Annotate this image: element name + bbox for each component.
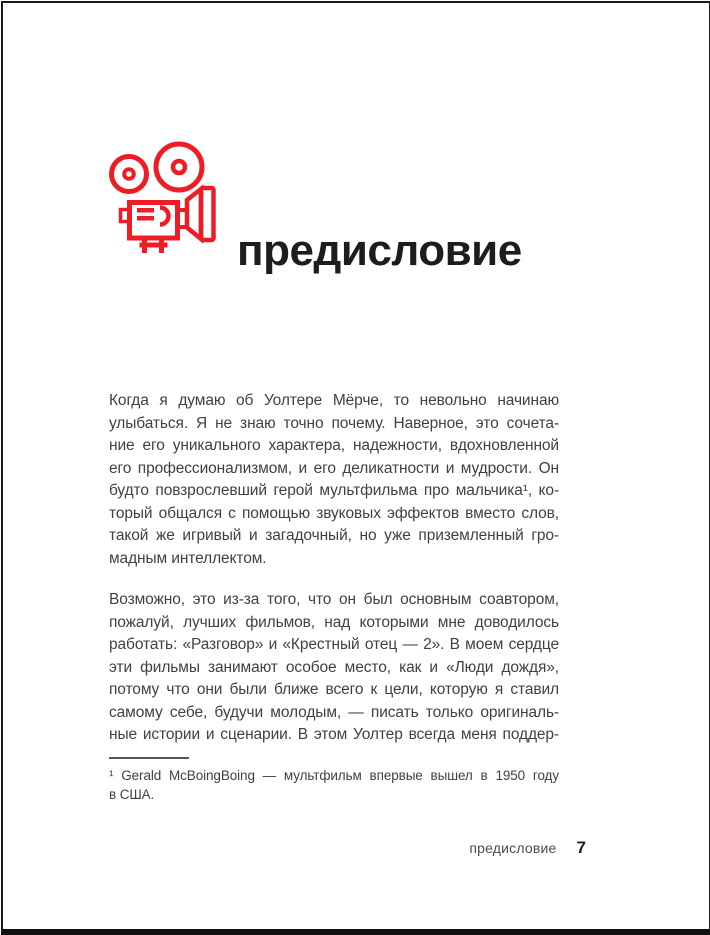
camera-side-tab <box>121 210 130 222</box>
text-line: эти фильмы занимают особое место, как и «Люди дождя», <box>109 658 559 676</box>
footnote-separator <box>109 757 189 759</box>
paragraph <box>109 589 559 747</box>
text-line: Возможно, это из-за того, что он был основным соавтором, <box>109 591 559 608</box>
movie-camera-icon <box>96 136 221 261</box>
text-line: его профессионализмом, и его деликатности и мудрости. Он <box>109 459 559 477</box>
running-title: предисловие <box>469 840 557 856</box>
book-page <box>1 1 710 935</box>
text-line: работать: «Разговор» и «Крестный отец — 2». В моем сердце <box>109 636 559 653</box>
text-line: такой же игривый и загадочный, но уже приземленный гро- <box>109 527 559 544</box>
text-line: мадным интеллектом. <box>109 549 267 567</box>
text-line: пожалуй, лучших фильмов, над которыми мне доводилось <box>109 613 559 631</box>
stand-bar <box>140 243 168 248</box>
reel-right <box>156 144 202 190</box>
text-line: ¹ Gerald McBoingBoing — мультфильм впервые вышел в 1950 году <box>109 767 559 783</box>
footnote <box>109 766 559 804</box>
text-line: самому себе, будучи молодым, — писать только оригиналь- <box>109 703 559 721</box>
page-footer <box>469 838 586 858</box>
reel-left-hub <box>124 169 134 179</box>
reel-left <box>112 157 147 192</box>
text-line: торый общался с помощью звуковых эффектов вместо слов, <box>109 504 559 522</box>
text-line: будто повзрослевший герой мультфильма про мальчика¹, ко- <box>109 482 559 499</box>
page-number: 7 <box>576 838 586 857</box>
body-detail-bar-1 <box>137 208 154 213</box>
body-text <box>109 390 559 804</box>
body-detail-arc <box>160 208 169 225</box>
body-detail-bar-2 <box>137 216 154 221</box>
text-line: ние его уникального характера, надежности, вдохновленной <box>109 437 559 454</box>
text-line: потому что они были ближе всего к цели, которую я ставил <box>109 681 559 698</box>
text-line: Когда я думаю об Уолтере Мёрче, то невольно начинаю <box>109 392 559 409</box>
text-line: в США. <box>109 786 155 802</box>
text-line: ные истории и сценарии. В этом Уолтер всегда меня поддер- <box>109 726 559 743</box>
paragraph <box>109 390 559 570</box>
lens-mouth <box>201 188 214 240</box>
text-line: улыбаться. Я не знаю точно почему. Наверное, это сочета- <box>109 414 559 432</box>
page-title: предисловие <box>237 226 522 276</box>
reel-right-hub <box>173 161 185 173</box>
